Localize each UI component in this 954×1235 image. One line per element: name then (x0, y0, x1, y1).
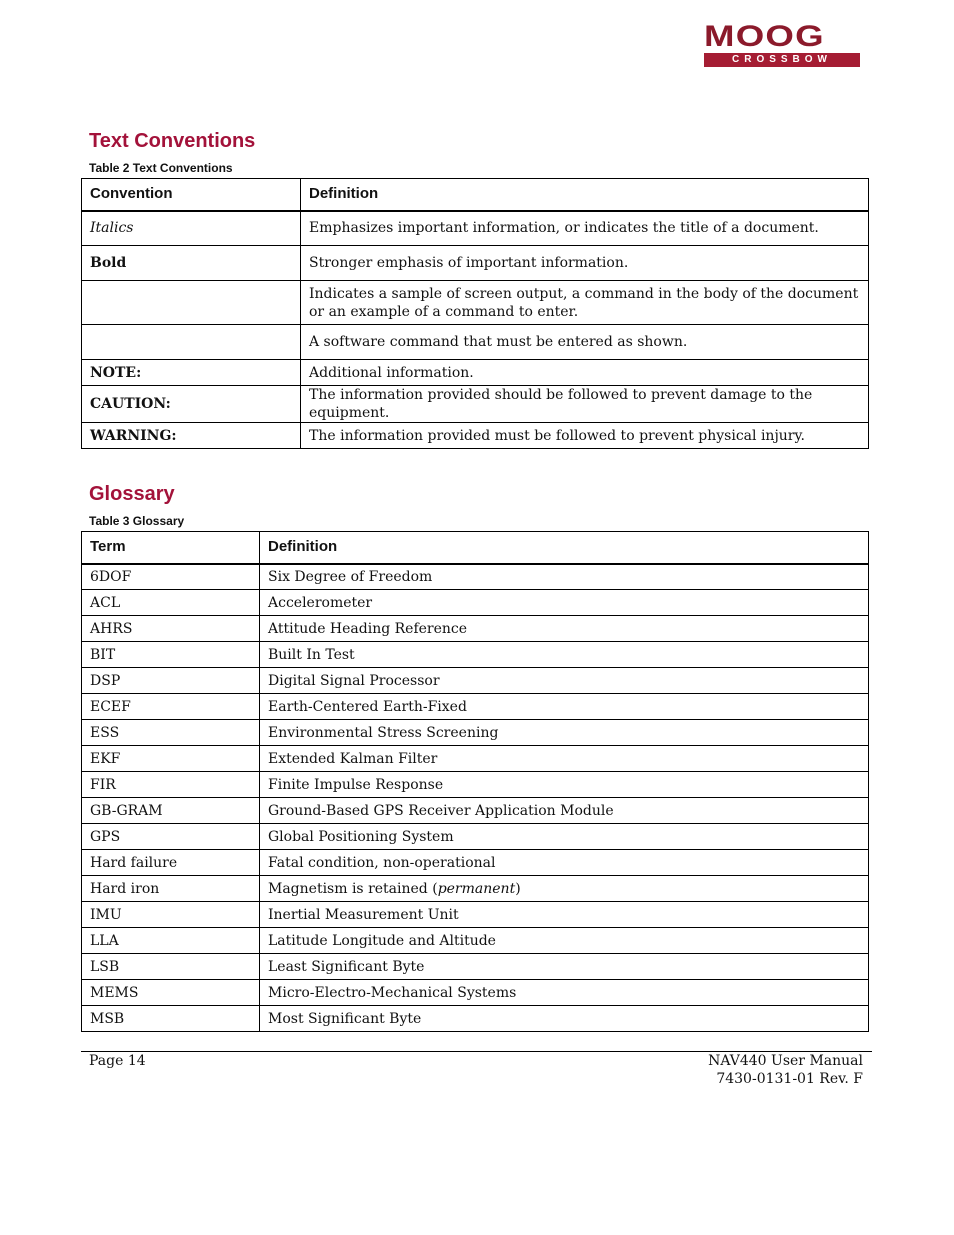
definition-cell: Finite Impulse Response (260, 772, 869, 798)
convention-cell: WARNING: (82, 423, 301, 449)
term-cell: MEMS (82, 980, 260, 1006)
term-cell: BIT (82, 642, 260, 668)
table-row (82, 1006, 869, 1032)
definition-emphasis: permanent (437, 880, 516, 897)
term-cell: GPS (82, 824, 260, 850)
table-row (82, 246, 869, 281)
logo-sub-text: CROSSBOW (704, 53, 860, 67)
table-row (82, 325, 869, 360)
table-row (82, 423, 869, 449)
definition-cell: Most Significant Byte (260, 1006, 869, 1032)
moog-crossbow-logo (700, 22, 862, 68)
table-row (82, 694, 869, 720)
glossary-heading: Glossary (89, 483, 175, 505)
table-row (82, 824, 869, 850)
document-number: 7430-0131-01 Rev. F (716, 1071, 863, 1087)
term-cell: ECEF (82, 694, 260, 720)
column-header-term: Term (82, 532, 260, 564)
table-row (82, 980, 869, 1006)
table-row (82, 386, 869, 423)
page-number: Page 14 (89, 1053, 146, 1069)
table-row (82, 876, 869, 902)
term-cell: LSB (82, 954, 260, 980)
table-row (82, 746, 869, 772)
table-row (82, 590, 869, 616)
term-cell: 6DOF (82, 564, 260, 590)
definition-cell: Least Significant Byte (260, 954, 869, 980)
table-row (82, 360, 869, 386)
table-header-row (82, 179, 869, 211)
definition-cell: A software command that must be entered as shown. (301, 325, 869, 360)
definition-cell: Micro-Electro-Mechanical Systems (260, 980, 869, 1006)
table-row (82, 850, 869, 876)
glossary-table (81, 531, 869, 1032)
table-row (82, 616, 869, 642)
definition-cell: Fatal condition, non-operational (260, 850, 869, 876)
table-row (82, 928, 869, 954)
manual-title: NAV440 User Manual (708, 1053, 863, 1069)
term-cell: LLA (82, 928, 260, 954)
table-row (82, 954, 869, 980)
definition-cell: Ground-Based GPS Receiver Application Module (260, 798, 869, 824)
definition-cell: Earth-Centered Earth-Fixed (260, 694, 869, 720)
definition-cell: Stronger emphasis of important information. (301, 246, 869, 281)
text-conventions-table (81, 178, 869, 449)
column-header-convention: Convention (82, 179, 301, 211)
convention-cell: Bold (82, 246, 301, 281)
table-row (82, 668, 869, 694)
term-cell: GB-GRAM (82, 798, 260, 824)
definition-cell: The information provided should be followed to prevent damage to the equipment. (301, 386, 869, 423)
table-row (82, 720, 869, 746)
logo-main-text: MOOG (704, 20, 825, 53)
term-cell: ESS (82, 720, 260, 746)
table-row (82, 902, 869, 928)
glossary-caption: Table 3 Glossary (89, 514, 185, 528)
term-cell: EKF (82, 746, 260, 772)
term-cell: ACL (82, 590, 260, 616)
term-cell: FIR (82, 772, 260, 798)
convention-cell (82, 325, 301, 360)
convention-cell: NOTE: (82, 360, 301, 386)
convention-cell (82, 281, 301, 325)
table-row (82, 772, 869, 798)
table-row (82, 211, 869, 246)
definition-cell: Latitude Longitude and Altitude (260, 928, 869, 954)
definition-text-end: ) (515, 880, 521, 897)
definition-cell: Indicates a sample of screen output, a command in the body of the document or an example of a command to enter. (301, 281, 869, 325)
definition-cell (260, 876, 869, 902)
term-cell: AHRS (82, 616, 260, 642)
definition-cell: Additional information. (301, 360, 869, 386)
definition-cell: Attitude Heading Reference (260, 616, 869, 642)
convention-cell: Italics (82, 211, 301, 246)
table-row (82, 564, 869, 590)
definition-cell: Inertial Measurement Unit (260, 902, 869, 928)
definition-cell: Environmental Stress Screening (260, 720, 869, 746)
term-cell: DSP (82, 668, 260, 694)
table-row (82, 281, 869, 325)
definition-cell: Accelerometer (260, 590, 869, 616)
definition-cell: Built In Test (260, 642, 869, 668)
definition-cell: Emphasizes important information, or indicates the title of a document. (301, 211, 869, 246)
table-header-row (82, 532, 869, 564)
table-row (82, 642, 869, 668)
definition-cell: Global Positioning System (260, 824, 869, 850)
term-cell: IMU (82, 902, 260, 928)
definition-text: Magnetism is retained ( (268, 880, 438, 897)
column-header-definition: Definition (260, 532, 869, 564)
definition-cell: Digital Signal Processor (260, 668, 869, 694)
definition-cell: Six Degree of Freedom (260, 564, 869, 590)
definition-cell: The information provided must be followed to prevent physical injury. (301, 423, 869, 449)
term-cell: Hard failure (82, 850, 260, 876)
text-conventions-heading: Text Conventions (89, 130, 256, 152)
table-row (82, 798, 869, 824)
term-cell: Hard iron (82, 876, 260, 902)
definition-cell: Extended Kalman Filter (260, 746, 869, 772)
term-cell: MSB (82, 1006, 260, 1032)
convention-cell: CAUTION: (82, 386, 301, 423)
text-conventions-caption: Table 2 Text Conventions (89, 161, 233, 175)
column-header-definition: Definition (301, 179, 869, 211)
